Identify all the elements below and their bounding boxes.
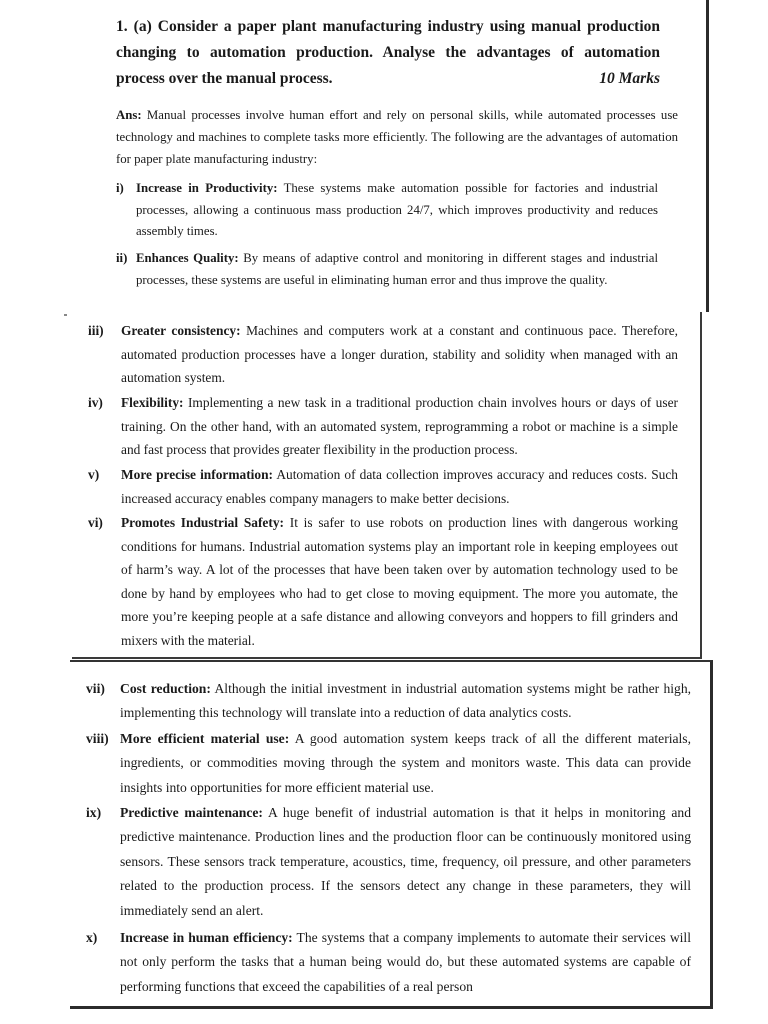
point-number: i): [116, 181, 124, 195]
answer-label: Ans:: [116, 108, 142, 122]
point-number: viii): [86, 731, 109, 746]
point-8: [86, 727, 691, 800]
point-heading: Predictive maintenance:: [120, 805, 263, 820]
point-number: iii): [88, 323, 104, 338]
point-text: Although the initial investment in industrial automation systems might be rather high, implementing this technology will translate into a reduction of data analytics costs.: [120, 681, 692, 721]
answer-intro-text: Manual processes involve human effort and rely on personal skills, while automated processes use technology and machines to complete tasks more efficiently. The following are the advantages of automation for paper plate manufacturing industry:: [116, 108, 678, 166]
question-marks: 10 Marks: [599, 70, 660, 87]
point-heading: Greater consistency:: [121, 323, 241, 338]
question-text: 1. (a) Consider a paper plant manufacturing industry using manual production changing to automation production. Analyse the advantages of automation process over the manual process.: [116, 18, 660, 87]
point-text: It is safer to use robots on production lines with dangerous working conditions for humans. Industrial automation systems play an important role in keeping employees out of harm’s way. A lot of the processes that have been taken over by automation technology used to be done by hand by employees who had to get close to moving equipment. The more you automate, the more you’re keeping people at a safe distance and allowing conveyors and hoppers to fill grinders and mixers with the material.: [121, 515, 678, 648]
point-text: Implementing a new task in a traditional production chain involves hours or days of user training. On the other hand, with an automated system, reprogramming a robot or machine is a simple and fast process that provides greater flexibility in the production process.: [121, 395, 678, 458]
point-heading: Flexibility:: [121, 395, 184, 410]
point-1: [116, 178, 658, 243]
point-number: iv): [88, 395, 103, 410]
point-text: The systems that a company implements to automate their services will not only perform the tasks that a human being would do, but these automated systems are capable of performing functions that exceed the capabilities of a real person: [120, 930, 691, 994]
scan-mark: [64, 314, 67, 316]
point-4: [88, 391, 678, 462]
point-3: [88, 319, 678, 390]
point-heading: More precise information:: [121, 467, 273, 482]
document-panel-3: [70, 660, 713, 1009]
point-number: x): [86, 930, 98, 945]
document-panel-1: [98, 0, 709, 312]
point-6: [88, 511, 678, 653]
answer-intro: [116, 104, 678, 170]
point-heading: Increase in human efficiency:: [120, 930, 293, 945]
point-number: v): [88, 467, 100, 482]
point-number: ix): [86, 805, 102, 820]
point-heading: Cost reduction:: [120, 681, 211, 696]
point-10: [86, 926, 691, 999]
document-panel-2: [72, 312, 702, 659]
point-2: [116, 248, 658, 291]
point-9: [86, 801, 691, 923]
point-heading: Enhances Quality:: [136, 251, 239, 265]
point-text: Automation of data collection improves accuracy and reduces costs. Such increased accuracy enables company managers to make better decisions.: [121, 467, 678, 506]
point-text: By means of adaptive control and monitoring in different stages and industrial processes, these systems are useful in eliminating human error and thus improve the quality.: [136, 251, 659, 287]
point-7: [86, 677, 691, 726]
point-number: vii): [86, 681, 105, 696]
point-number: ii): [116, 251, 128, 265]
point-number: vi): [88, 515, 103, 530]
point-text: Machines and computers work at a constant and continuous pace. Therefore, automated production processes have a longer duration, stability and solidity when managed with an automation system.: [121, 323, 678, 386]
point-heading: Promotes Industrial Safety:: [121, 515, 284, 530]
point-heading: More efficient material use:: [120, 731, 290, 746]
point-heading: Increase in Productivity:: [136, 181, 278, 195]
point-text: These systems make automation possible for factories and industrial processes, allowing a continuous mass production 24/7, which improves productivity and reduces assembly times.: [136, 181, 658, 238]
point-text: A huge benefit of industrial automation is that it helps in monitoring and predictive maintenance. Production lines and the production floor can be continuously monitored using sensors. These sensors track temperature, acoustics, time, frequency, oil pressure, and other parameters related to the production process. If the sensors detect any change in these parameters, they will immediately send an alert.: [120, 805, 691, 918]
point-5: [88, 463, 678, 510]
point-text: A good automation system keeps track of all the different materials, ingredients, or commodities moving through the system and monitors waste. This data can provide insights into opportunities for more efficient material use.: [120, 731, 691, 795]
